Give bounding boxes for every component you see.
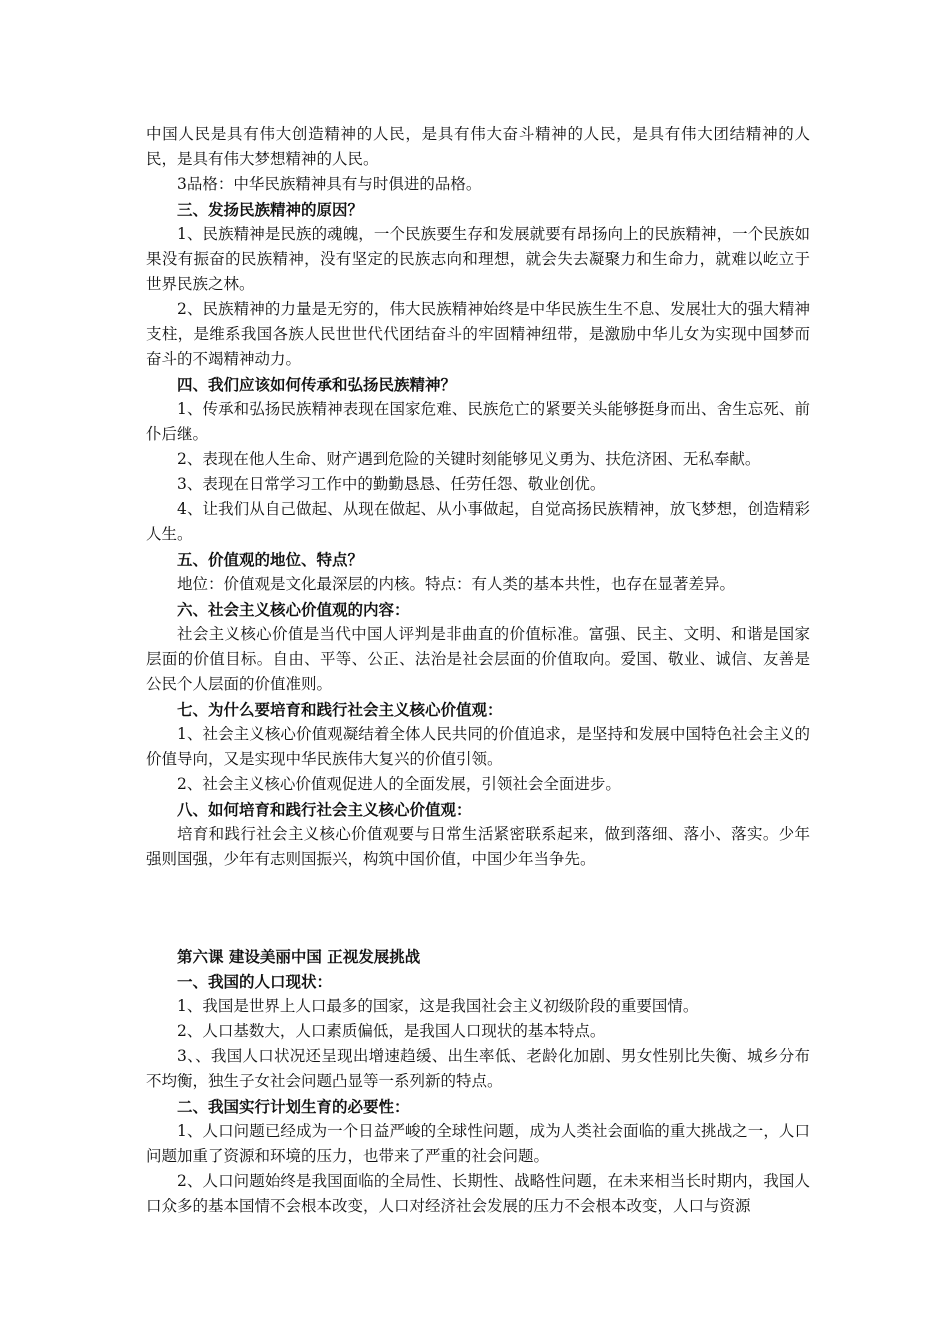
section-heading: 三、发扬民族精神的原因？ (177, 200, 364, 219)
paragraph: 2、民族精神的力量是无穷的，伟大民族精神始终是中华民族生生不息、发展壮大的强大精神支柱，是维系我国各族人民世世代代团结奋斗的牢固精神纽带，是激励中华儿女为实现中国梦而奋斗的不竭精神动力。 (146, 300, 810, 368)
spacer (146, 872, 810, 944)
section-heading: 七、为什么要培育和践行社会主义核心价值观： (177, 700, 503, 719)
paragraph: 中国人民是具有伟大创造精神的人民，是具有伟大奋斗精神的人民，是具有伟大团结精神的人民，是具有伟大梦想精神的人民。 (146, 125, 810, 168)
paragraph: 2、社会主义核心价值观促进人的全面发展，引领社会全面进步。 (177, 775, 621, 793)
paragraph: 2、人口基数大，人口素质偏低，是我国人口现状的基本特点。 (177, 1022, 606, 1040)
section-heading: 四、我们应该如何传承和弘扬民族精神？ (177, 375, 457, 394)
document-page (146, 122, 810, 1219)
paragraph: 3品格：中华民族精神具有与时俱进的品格。 (177, 175, 482, 193)
paragraph: 2、人口问题始终是我国面临的全局性、长期性、战略性问题，在未来相当长时期内，我国人口众多的基本国情不会根本改变，人口对经济社会发展的压力不会根本改变，人口与资源 (146, 1172, 810, 1215)
paragraph: 2、表现在他人生命、财产遇到危险的关键时刻能够见义勇为、扶危济困、无私奉献。 (177, 450, 761, 468)
section-heading: 五、价值观的地位、特点？ (177, 550, 364, 569)
section-heading: 八、如何培育和践行社会主义核心价值观： (177, 800, 472, 819)
paragraph: 培育和践行社会主义核心价值观要与日常生活紧密联系起来，做到落细、落小、落实。少年强则国强，少年有志则国振兴，构筑中国价值，中国少年当争先。 (146, 825, 810, 868)
paragraph: 1、传承和弘扬民族精神表现在国家危难、民族危亡的紧要关头能够挺身而出、舍生忘死、前仆后继。 (146, 400, 810, 443)
section-heading: 二、我国实行计划生育的必要性： (177, 1097, 410, 1116)
paragraph: 3、表现在日常学习工作中的勤勤恳恳、任劳任怨、敬业创优。 (177, 475, 606, 493)
section-heading: 一、我国的人口现状： (177, 972, 333, 991)
paragraph: 3、、我国人口状况还呈现出增速趋缓、出生率低、老龄化加剧、男女性别比失衡、城乡分布不均衡，独生子女社会问题凸显等一系列新的特点。 (146, 1047, 810, 1090)
paragraph: 地位：价值观是文化最深层的内核。特点：有人类的基本共性，也存在显著差异。 (177, 575, 736, 593)
paragraph: 社会主义核心价值是当代中国人评判是非曲直的价值标准。富强、民主、文明、和谐是国家层面的价值目标。自由、平等、公正、法治是社会层面的价值取向。爱国、敬业、诚信、友善是公民个人层面的价值准则。 (146, 625, 810, 693)
section-heading: 六、社会主义核心价值观的内容： (177, 600, 410, 619)
paragraph: 1、我国是世界上人口最多的国家，这是我国社会主义初级阶段的重要国情。 (177, 997, 699, 1015)
paragraph: 1、民族精神是民族的魂魄，一个民族要生存和发展就要有昂扬向上的民族精神，一个民族如果没有振奋的民族精神，没有坚定的民族志向和理想，就会失去凝聚力和生命力，就难以屹立于世界民族之林。 (146, 225, 810, 293)
lesson-title: 第六课 建设美丽中国 正视发展挑战 (177, 947, 421, 966)
paragraph: 1、人口问题已经成为一个日益严峻的全球性问题，成为人类社会面临的重大挑战之一，人口问题加重了资源和环境的压力，也带来了严重的社会问题。 (146, 1122, 810, 1165)
paragraph: 1、社会主义核心价值观凝结着全体人民共同的价值追求，是坚持和发展中国特色社会主义的价值导向，又是实现中华民族伟大复兴的价值引领。 (146, 725, 810, 768)
paragraph: 4、让我们从自己做起、从现在做起、从小事做起，自觉高扬民族精神，放飞梦想，创造精彩人生。 (146, 500, 810, 543)
